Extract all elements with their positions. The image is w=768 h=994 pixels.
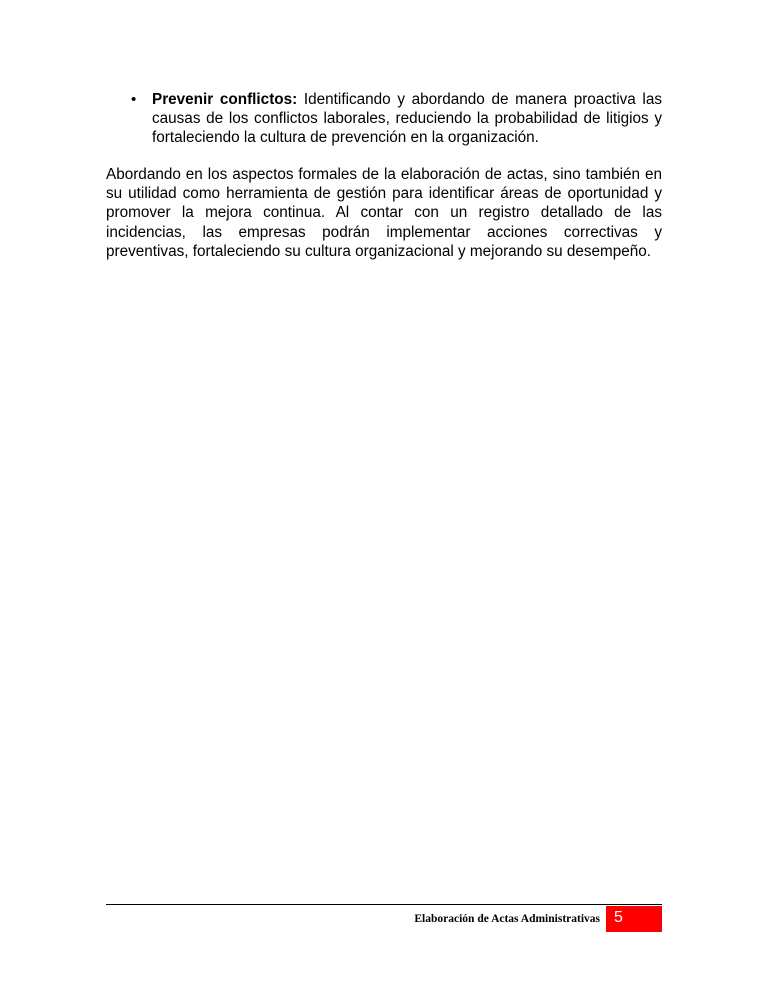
page-number-badge — [606, 906, 662, 932]
body-paragraph: Abordando en los aspectos formales de la elaboración de actas, sino también en su utilidad como herramienta de gestión para identificar áreas de oportunidad y promover la mejora continua. Al contar con un registro detallado de las incidencias, las empresas podrán implementar acciones correctivas y preventivas, fortaleciendo su cultura organizacional y mejorando su desempeño. — [106, 166, 662, 260]
footer-title: Elaboración de Actas Administrativas — [414, 913, 600, 925]
page-number: 5 — [614, 909, 623, 926]
bullet-marker: • — [131, 91, 137, 108]
bullet-lead: Prevenir conflictos: — [152, 91, 298, 108]
bullet-text — [152, 90, 662, 147]
bullet-body: Identificando y abordando de manera proactiva las causas de los conflictos laborales, reduciendo la probabilidad de litigios y fortaleciendo la cultura de prevención en la organización. — [152, 91, 662, 146]
footer-divider — [106, 904, 662, 905]
